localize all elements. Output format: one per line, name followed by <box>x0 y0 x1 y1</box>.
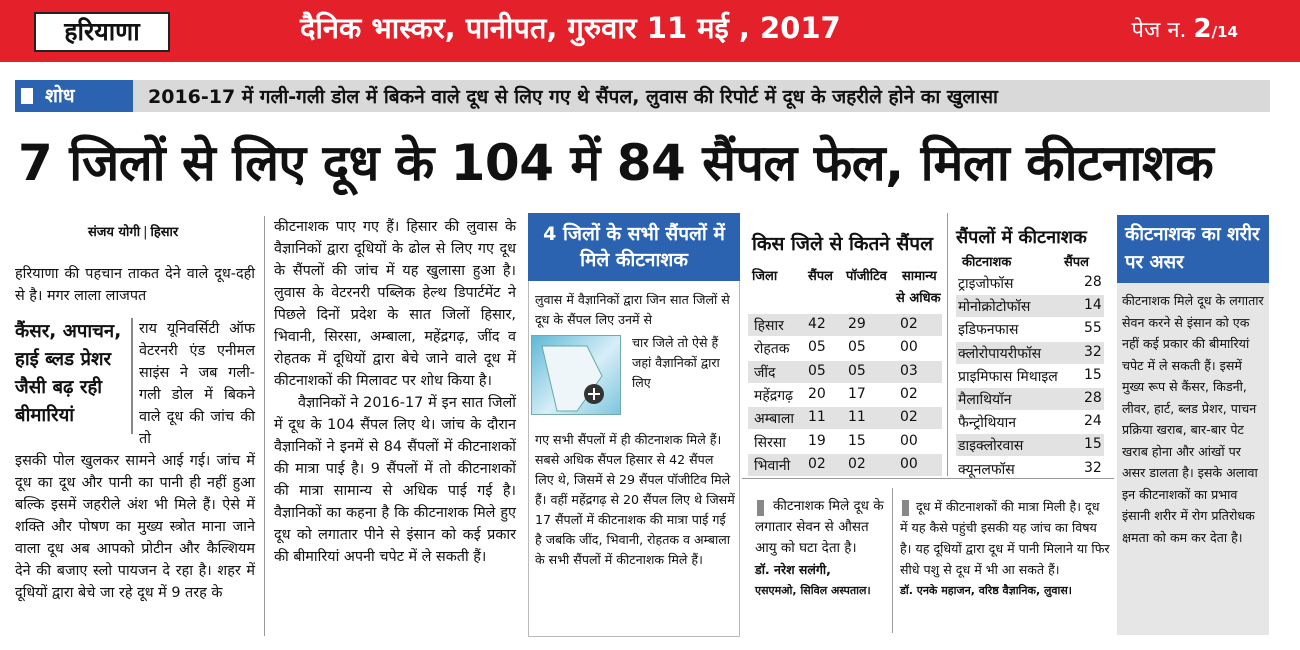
district-cell: 05 <box>848 362 866 379</box>
pesticide-count: 15 <box>1084 366 1102 383</box>
page-total: /14 <box>1211 23 1238 41</box>
pesticide-count: 55 <box>1084 320 1102 337</box>
district-cell: 20 <box>808 385 826 402</box>
masthead-title: दैनिक भास्कर, पानीपत, गुरुवार 11 मई , 2017 <box>300 11 841 45</box>
district-cell: 11 <box>848 409 866 426</box>
positive-col-header: पॉजीटिव <box>846 269 887 284</box>
pesticide-sample-col-header: सैंपल <box>1064 255 1089 270</box>
pesticide-row <box>956 365 1104 387</box>
samples-box-title: 4 जिलों के सभी सैंपलों में मिले कीटनाशक <box>528 213 740 281</box>
pesticide-row <box>956 388 1104 410</box>
byline-separator: | <box>143 225 148 240</box>
byline-place: हिसार <box>150 225 179 240</box>
quote-2-text: दूध में कीटनाशकों की मात्रा मिली है। दूध में यह कैसे पहुंची इसकी यह जांच का विषय है। यह दूधियों द्वारा दूध में पानी मिलाने या फिर सीधे पशु से दूध में भी आ सकते हैं। <box>900 499 1110 577</box>
district-cell: 00 <box>900 339 918 356</box>
district-cell: 15 <box>848 432 866 449</box>
pesticide-count: 24 <box>1084 413 1102 430</box>
district-cell: सिरसा <box>754 434 786 451</box>
district-cell: 00 <box>900 432 918 449</box>
article-col1-bottom: इसकी पोल खुलकर सामने आई गई। जांच में दूध का दूध और पानी का पानी ही नहीं हुआ बल्कि इसमें जहरीले अंश भी मिले हैं। ऐसे में शक्ति और पोषण का मुख्य स्त्रोत माना जाने वाला दूध अब आपको प्रोटीन और कैल्शियम देने की बजाए स्लो पायजन दे रहा है। शहर में दूधियों द्वारा बेचे जा रहे दूध में 9 तरह के <box>15 453 255 601</box>
quote-2-author: डॉ. एनके महाजन, वरिष्ठ वैज्ञानिक, लुवास। <box>900 584 1072 597</box>
byline <box>88 222 178 240</box>
pesticide-name: मोनोक्रोटोफॉस <box>958 299 1031 316</box>
pesticide-row <box>956 295 1104 317</box>
district-cell: 02 <box>848 455 866 472</box>
district-cell: 02 <box>900 409 918 426</box>
district-cell: महेंद्रगढ़ <box>754 387 794 404</box>
samples-box-text2: चार जिले तो ऐसे हैं जहां वैज्ञानिकों द्वारा लिए <box>632 335 720 390</box>
district-cell: रोहतक <box>754 341 790 358</box>
pesticide-name: ट्राइजोफॉस <box>958 276 1014 292</box>
district-cell: 17 <box>848 385 866 402</box>
byline-author: संजय योगी <box>88 225 141 240</box>
above-normal-col-header: सामान्य <box>902 269 937 284</box>
article-col2-para2: वैज्ञानिकों ने 2016-17 में इन सात जिलों में दूध के 104 सैंपल लिए थे। जांच के दौरान वैज्ञानिकों ने इनमें से 84 सैंपलों में कीटनाशकों की मात्रा पाई है। 9 सैंपलों में तो कीटनाशकों की मात्रा सामान्य से अधिक पाई गई है। वैज्ञानिकों का कहना है कि कीटनाशक मिले हुए दूध को लगातार पीने से इंसान को कई प्रकार की बीमारियां अपनी चपेट में ले सकती हैं। <box>274 395 516 565</box>
district-row <box>748 407 942 429</box>
pesticide-name: क्यूनलफॉस <box>958 461 1015 478</box>
district-row <box>748 431 942 453</box>
district-cell: 29 <box>848 316 866 332</box>
page-number <box>1132 14 1238 44</box>
pesticide-row <box>956 458 1104 480</box>
effects-box-title: कीटनाशक का शरीर पर असर <box>1117 215 1269 283</box>
pesticide-count: 15 <box>1084 436 1102 453</box>
district-cell: 05 <box>848 339 866 356</box>
quote-divider <box>892 488 893 633</box>
samples-box-text3: गए सभी सैंपलों में ही कीटनाशक मिले हैं। सबसे अधिक सैंपल हिसार से 42 सैंपल लिए थे, जिसमें से 29 सैंपल पॉजीटिव मिले हैं। वहीं महेंद्रगढ़ से 20 सैंपल लिए थे जिसमें 17 सैंपलों में कीटनाशक की मात्रा पाई गई है जबकि जींद, भिवानी, रोहतक व अम्बाला के सभी सैंपलों में कीटनाशक मिले हैं। <box>535 432 735 567</box>
milk-pour-photo <box>531 335 621 415</box>
samples-box-text1: लुवास में वैज्ञानिकों द्वारा जिन सात जिलों से दूध के सैंपल लिए उनमें से <box>535 292 730 327</box>
pesticide-row <box>956 318 1104 340</box>
pesticide-row <box>956 411 1104 433</box>
state-label: हरियाणा <box>34 12 170 52</box>
quote-1-designation: एसएमओ, सिविल अस्पताल। <box>755 584 871 597</box>
district-row <box>748 384 942 406</box>
district-cell: भिवानी <box>754 457 791 474</box>
district-cell: 42 <box>808 316 826 332</box>
page-current: 2 <box>1193 14 1212 44</box>
kicker-text: 2016-17 में गली-गली डोल में बिकने वाले दूध से लिए गए थे सैंपल, लुवास की रिपोर्ट में दूध के जहरीले होने का खुलासा <box>148 86 998 108</box>
pesticide-count: 32 <box>1084 343 1102 360</box>
pesticide-name: इडिफनफास <box>958 322 1019 339</box>
quote-divider-top <box>742 478 1114 479</box>
district-cell: 11 <box>808 409 826 426</box>
article-col1-mid: राय यूनिवर्सिटी ऑफ वेटरनरी एंड एनीमल साइंस ने जब गली-गली डोल में बिकने वाले दूध की जांच की तो <box>139 321 255 447</box>
headline: 7 जिलों से लिए दूध के 104 में 84 सैंपल फेल, मिला कीटनाशक <box>18 134 1214 192</box>
district-table-title: किस जिले से कितने सैंपल <box>752 233 933 255</box>
district-row <box>748 454 942 476</box>
pesticide-name: डाइक्लोरवास <box>958 438 1024 455</box>
district-cell: 05 <box>808 362 826 379</box>
district-cell: 19 <box>808 432 826 449</box>
quote-1-text: कीटनाशक मिले दूध के लगातार सेवन से औसत आयु को घटा देता है। <box>755 498 884 556</box>
quote-1-author: डॉ. नरेश सलंगी, <box>755 562 831 577</box>
district-row <box>748 314 942 336</box>
pullquote: कैंसर, अपाचन, हाई ब्लड प्रेशर जैसी बढ़ रही बीमारियां <box>15 318 133 434</box>
article-col2 <box>274 216 516 568</box>
district-cell: 03 <box>900 362 918 379</box>
pesticide-row <box>956 272 1104 294</box>
district-cell: अम्बाला <box>754 411 794 428</box>
pesticide-name: प्राइमिफास मिथाइल <box>958 368 1058 385</box>
pesticide-col-header: कीटनाशक <box>962 255 1012 270</box>
effects-box-text: कीटनाशक मिले दूध के लगातार सेवन करने से इंसान को एक नहीं कई प्रकार की बीमारियां चपेट में ले सकती हैं। इसमें मुख्य रूप से कैंसर, किडनी, लीवर, हार्ट, ब्लड प्रेशर, पाचन प्रक्रिया खराब, बार-बार पेट खराब होना और आंखों पर असर डालता है। इसके अलावा इन कीटनाशकों का प्रभाव इंसानी शरीर में रोग प्रतिरोधक क्षमता को कम कर देता है। <box>1122 293 1264 545</box>
district-cell: 02 <box>900 385 918 402</box>
pesticide-row <box>956 342 1104 364</box>
article-col1-top: हरियाणा की पहचान ताकत देने वाले दूध-दही से है। मगर लाला लाजपत <box>15 266 255 304</box>
sample-col-header: सैंपल <box>808 269 833 284</box>
district-row <box>748 337 942 359</box>
table-divider <box>947 213 948 476</box>
pesticide-count: 28 <box>1084 274 1102 290</box>
district-cell: 00 <box>900 455 918 472</box>
kicker-tag: शोध <box>15 80 133 112</box>
article-col2-para1: कीटनाशक पाए गए हैं। हिसार की लुवास के वैज्ञानिकों द्वारा दूधियों के ढोल से लिए गए दूध के सैंपलों की जांच में यह खुलासा हुआ है। लुवास के वेटरनरी पब्लिक हेल्थ डिपार्टमेंट ने पिछले दिनों प्रदेश के सात जिलों हिसार, भिवानी, सिरसा, अम्बाला, महेंद्रगढ़, जींद व रोहतक में दूधियों द्वारा बेचे जाने वाले दूध में कीटनाशकों की मिलावट पर शोध किया है। <box>274 219 516 389</box>
district-cell: 05 <box>808 339 826 356</box>
pesticide-count: 32 <box>1084 459 1102 476</box>
district-cell: 02 <box>900 316 918 332</box>
above-normal-col-header-line2: से अधिक <box>896 291 941 306</box>
district-col-header: जिला <box>752 269 778 284</box>
pesticide-table-title: सैंपलों में कीटनाशक <box>956 227 1087 248</box>
milk-jug-icon <box>532 336 622 416</box>
district-row <box>748 361 942 383</box>
column-divider <box>264 216 265 636</box>
pesticide-count: 14 <box>1084 297 1102 314</box>
quote-1 <box>755 496 885 601</box>
district-cell: हिसार <box>754 318 784 334</box>
pesticide-name: फैन्ट्रोथियान <box>958 415 1016 432</box>
page-prefix: पेज न. <box>1131 18 1194 43</box>
district-cell: जींद <box>754 364 776 381</box>
district-cell: 02 <box>808 455 826 472</box>
quote-2 <box>900 496 1110 601</box>
pesticide-name: मैलाथियॉन <box>958 392 1012 408</box>
pesticide-count: 28 <box>1084 390 1102 406</box>
pesticide-name: क्लोरोपायरीफॉस <box>958 345 1042 362</box>
pesticide-row <box>956 434 1104 456</box>
